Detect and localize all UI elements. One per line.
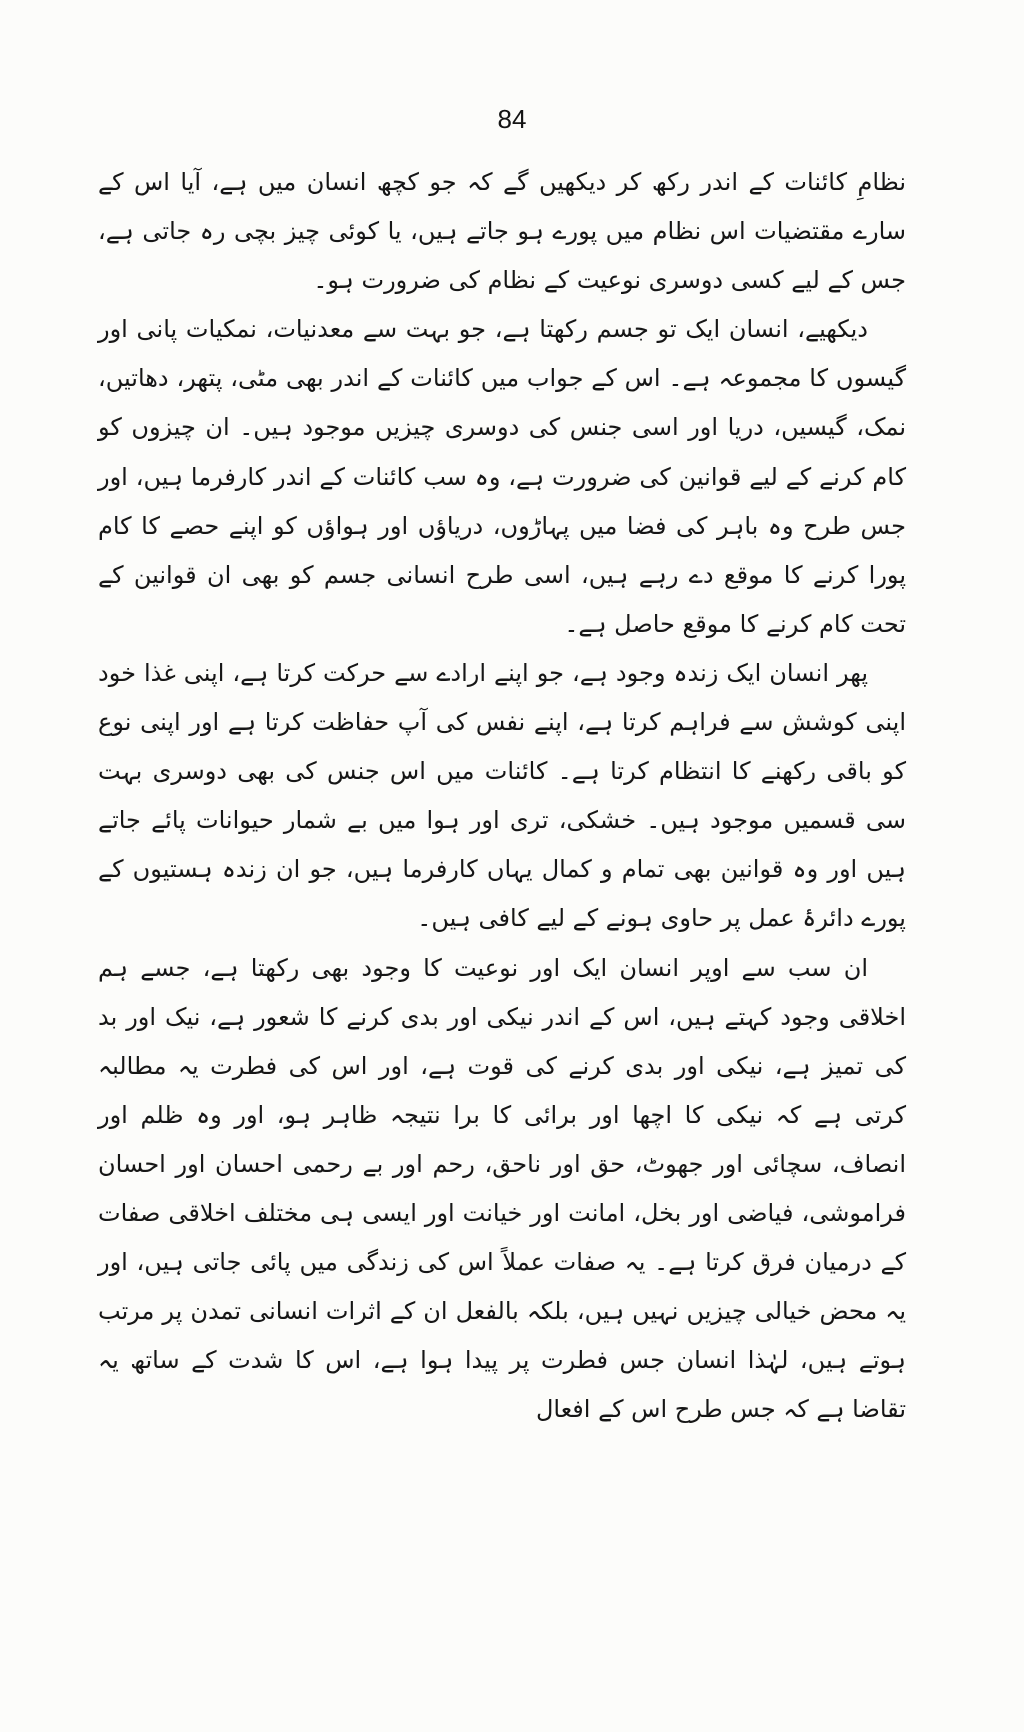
paragraph-4: ان سب سے اوپر انسان ایک اور نوعیت کا وجود بھی رکھتا ہے، جسے ہم اخلاقی وجود کہتے ہیں، اس کے اندر نیکی اور بدی کرنے کا شعور ہے، نیک اور بد کی تمیز ہے، نیکی اور بدی کرنے کی قوت ہے، اور اس کی فطرت یہ مطالبہ کرتی ہے کہ نیکی کا اچھا اور برائی کا برا نتیجہ ظاہر ہو، اور وہ ظلم اور انصاف، سچائی اور جھوٹ، حق اور ناحق، رحم اور بے رحمی احسان اور احسان فراموشی، فیاضی اور بخل، امانت اور خیانت اور ایسی ہی مختلف اخلاقی صفات کے درمیان فرق کرتا ہے۔ یہ صفات عملاً اس کی زندگی میں پائی جاتی ہیں، اور یہ محض خیالی چیزیں نہیں ہیں، بلکہ بالفعل ان کے اثرات انسانی تمدن پر مرتب ہوتے ہیں، لہٰذا انسان جس فطرت پر پیدا ہوا ہے، اس کا شدت کے ساتھ یہ تقاضا ہے کہ جس طرح اس کے افعال [98, 953, 906, 1424]
paragraph-1: نظامِ کائنات کے اندر رکھ کر دیکھیں گے کہ جو کچھ انسان میں ہے، آیا اس کے سارے مقتضیات اس نظام میں پورے ہو جاتے ہیں، یا کوئی چیز بچی رہ جاتی ہے، جس کے لیے کسی دوسری نوعیت کے نظام کی ضرورت ہو۔ [98, 168, 906, 295]
page-number: 84 [497, 104, 527, 134]
body-text [98, 158, 906, 1434]
paragraph-2: دیکھیے، انسان ایک تو جسم رکھتا ہے، جو بہت سے معدنیات، نمکیات پانی اور گیسوں کا مجموعہ ہے۔ اس کے جواب میں کائنات کے اندر بھی مٹی، پتھر، دھاتیں، نمک، گیسیں، دریا اور اسی جنس کی دوسری چیزیں موجود ہیں۔ ان چیزوں کو کام کرنے کے لیے قوانین کی ضرورت ہے، وہ سب کائنات کے اندر کارفرما ہیں، اور جس طرح وہ باہر کی فضا میں پہاڑوں، دریاؤں اور ہواؤں کو اپنے حصے کا کام پورا کرنے کا موقع دے رہے ہیں، اسی طرح انسانی جسم کو بھی ان قوانین کے تحت کام کرنے کا موقع حاصل ہے۔ [98, 315, 906, 638]
paragraph-3: پھر انسان ایک زندہ وجود ہے، جو اپنے ارادے سے حرکت کرتا ہے، اپنی غذا خود اپنی کوشش سے فراہم کرتا ہے، اپنے نفس کی آپ حفاظت کرتا ہے اور اپنی نوع کو باقی رکھنے کا انتظام کرتا ہے۔ کائنات میں اس جنس کی بھی دوسری بہت سی قسمیں موجود ہیں۔ خشکی، تری اور ہوا میں بے شمار حیوانات پائے جاتے ہیں اور وہ قوانین بھی تمام و کمال یہاں کارفرما ہیں، جو ان زندہ ہستیوں کے پورے دائرۂ عمل پر حاوی ہونے کے لیے کافی ہیں۔ [98, 658, 906, 933]
